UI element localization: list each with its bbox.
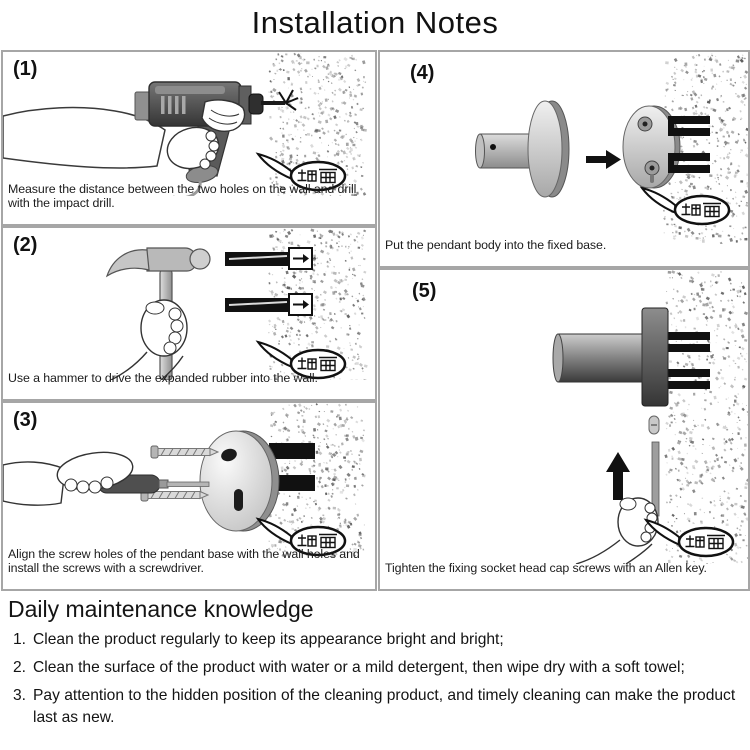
impact-drill xyxy=(3,82,298,196)
step-2-caption: Use a hammer to drive the expanded rubber into the wall. xyxy=(8,370,318,385)
item-text: Pay attention to the hidden position of the cleaning product, and timely cleaning can make the product last as new. xyxy=(33,687,736,726)
step-1-caption: Measure the distance between the two holes on the wall and drill with the impact drill. xyxy=(8,181,357,210)
step-4-label: (4) xyxy=(410,62,435,84)
pendant-base xyxy=(200,431,279,531)
allen-key-illustration xyxy=(380,270,748,564)
pendant-body xyxy=(476,101,570,197)
item-number: 2. xyxy=(13,659,27,676)
item-text: Clean the product regularly to keep its appearance bright and bright; xyxy=(33,631,504,648)
step-4-caption: Put the pendant body into the fixed base. xyxy=(385,238,607,252)
wall-speech-bubble xyxy=(646,520,733,556)
arrow-right-icon xyxy=(586,150,621,169)
hammer xyxy=(107,248,210,380)
maintenance-heading: Daily maintenance knowledge xyxy=(8,596,314,622)
step-panel-4 xyxy=(378,50,750,268)
item-number: 1. xyxy=(13,631,27,648)
step-5-label: (5) xyxy=(412,280,437,302)
item-number: 3. xyxy=(13,687,27,704)
wall-anchor-bottom xyxy=(668,369,710,389)
maintenance-list xyxy=(0,629,746,735)
step-3-caption: Align the screw holes of the pendant base with the wall holes and install the screws with a screwdriver. xyxy=(8,546,360,575)
step-panel-5 xyxy=(378,268,750,591)
screwdriver-illustration xyxy=(3,403,375,557)
maintenance-item xyxy=(0,657,746,679)
wall-anchor-hole-top xyxy=(269,443,315,459)
page-title: Installation Notes xyxy=(251,5,499,40)
maintenance-item xyxy=(0,629,746,651)
step-1-label: (1) xyxy=(13,58,38,80)
hammer-illustration xyxy=(3,228,375,380)
arrow-up-icon xyxy=(606,452,630,500)
maintenance-item xyxy=(0,685,746,729)
set-screw xyxy=(649,416,659,434)
pendant-into-base-illustration xyxy=(380,52,748,244)
wall-texture xyxy=(664,270,748,564)
expansion-anchor-bottom xyxy=(225,294,312,315)
step-panel-1 xyxy=(1,50,377,226)
step-3-label: (3) xyxy=(13,409,38,431)
step-5-caption: Tighten the fixing socket head cap screws with an Allen key. xyxy=(385,561,707,575)
step-2-label: (2) xyxy=(13,234,38,256)
step-panel-3 xyxy=(1,401,377,591)
expansion-anchor-top xyxy=(225,248,312,269)
wall-speech-bubble xyxy=(642,188,729,224)
step-panel-2 xyxy=(1,226,377,401)
drill-illustration xyxy=(3,52,375,196)
mounted-pendant xyxy=(553,308,668,406)
wall-anchor-top xyxy=(668,332,710,352)
item-text: Clean the surface of the product with water or a mild detergent, then wipe dry with a soft towel; xyxy=(33,659,685,676)
